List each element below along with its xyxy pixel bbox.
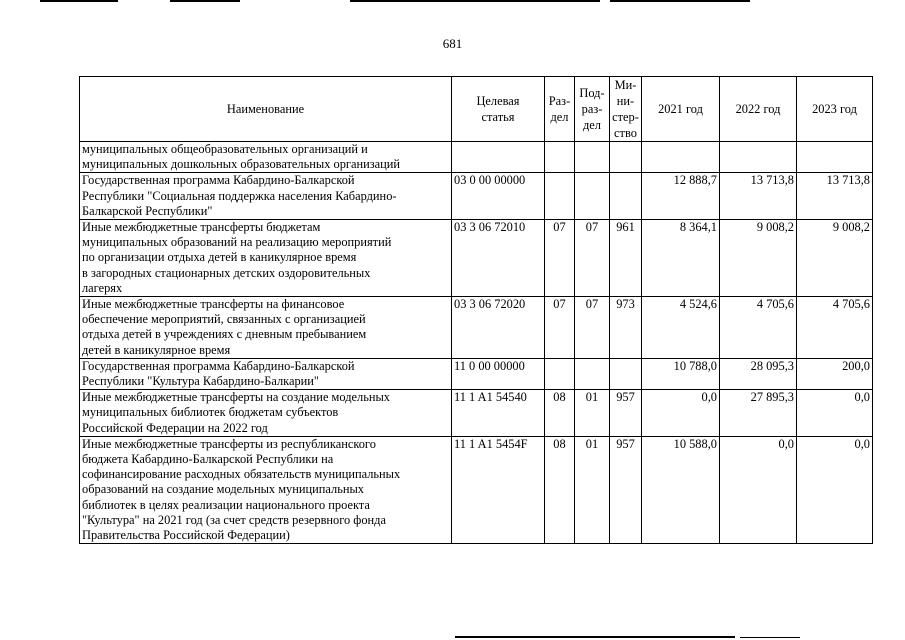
row-name: Иные межбюджетные трансферты из республиканского бюджета Кабардино-Балкарской Республики на софинансирование расходных обязательств муниципальных образований на создание модельных муниципальных библиотек в целях реализации национального проекта "Культура" на 2021 год (за счет средств резервного фонда Правительства Российской Федерации) xyxy=(80,436,452,543)
row-ministry xyxy=(610,173,642,220)
row-amount-2023: 0,0 xyxy=(797,390,873,437)
row-amount-2021 xyxy=(642,142,720,173)
row-amount-2023: 200,0 xyxy=(797,358,873,389)
header-subsection: Под- раз- дел xyxy=(575,77,610,142)
row-target-article: 11 1 A1 5454F xyxy=(452,436,545,543)
scan-line xyxy=(610,0,750,2)
row-amount-2022 xyxy=(720,142,797,173)
row-amount-2023: 13 713,8 xyxy=(797,173,873,220)
header-name: Наименование xyxy=(80,77,452,142)
table-row xyxy=(80,390,873,437)
row-amount-2023 xyxy=(797,142,873,173)
page-number: 681 xyxy=(442,36,463,51)
row-ministry: 961 xyxy=(610,220,642,297)
table-row xyxy=(80,142,873,173)
row-amount-2023: 0,0 xyxy=(797,436,873,543)
table-row xyxy=(80,173,873,220)
row-subsection: 01 xyxy=(575,436,610,543)
row-ministry xyxy=(610,142,642,173)
row-section: 07 xyxy=(545,297,575,359)
table-row xyxy=(80,436,873,543)
row-name: Иные межбюджетные трансферты на финансовое обеспечение мероприятий, связанных с организацией отдыха детей в учреждениях с дневным пребыванием детей в каникулярное время xyxy=(80,297,452,359)
row-name: муниципальных общеобразовательных организаций и муниципальных дошкольных образовательных организаций xyxy=(80,142,452,173)
row-subsection: 07 xyxy=(575,220,610,297)
row-name: Государственная программа Кабардино-Балкарской Республики "Культура Кабардино-Балкарии" xyxy=(80,358,452,389)
row-amount-2022: 13 713,8 xyxy=(720,173,797,220)
row-target-article xyxy=(452,142,545,173)
row-name: Государственная программа Кабардино-Балкарской Республики "Социальная поддержка населения Кабардино- Балкарской Республики" xyxy=(80,173,452,220)
row-subsection xyxy=(575,173,610,220)
table-row xyxy=(80,297,873,359)
table-header-row xyxy=(80,77,873,142)
row-amount-2022: 27 895,3 xyxy=(720,390,797,437)
row-amount-2022: 0,0 xyxy=(720,436,797,543)
row-amount-2021: 8 364,1 xyxy=(642,220,720,297)
header-ministry: Ми- ни- стер- ство xyxy=(610,77,642,142)
row-section xyxy=(545,142,575,173)
row-target-article: 03 3 06 72020 xyxy=(452,297,545,359)
row-subsection xyxy=(575,142,610,173)
budget-table xyxy=(79,76,873,544)
scan-line xyxy=(740,637,800,638)
row-name: Иные межбюджетные трансферты бюджетам муниципальных образований на реализацию мероприятий по организации отдыха детей в каникулярное время в загородных стационарных детских оздоровительных лагерях xyxy=(80,220,452,297)
row-section: 07 xyxy=(545,220,575,297)
table-row xyxy=(80,220,873,297)
row-ministry: 973 xyxy=(610,297,642,359)
table-row xyxy=(80,358,873,389)
row-subsection: 01 xyxy=(575,390,610,437)
row-target-article: 11 0 00 00000 xyxy=(452,358,545,389)
header-year-2023: 2023 год xyxy=(797,77,873,142)
row-amount-2022: 9 008,2 xyxy=(720,220,797,297)
row-subsection xyxy=(575,358,610,389)
row-section: 08 xyxy=(545,436,575,543)
header-section: Раз- дел xyxy=(545,77,575,142)
row-amount-2021: 10 788,0 xyxy=(642,358,720,389)
row-section xyxy=(545,173,575,220)
row-target-article: 03 0 00 00000 xyxy=(452,173,545,220)
scan-line xyxy=(350,0,600,2)
row-amount-2021: 4 524,6 xyxy=(642,297,720,359)
header-year-2022: 2022 год xyxy=(720,77,797,142)
row-subsection: 07 xyxy=(575,297,610,359)
row-target-article: 11 1 A1 54540 xyxy=(452,390,545,437)
row-ministry xyxy=(610,358,642,389)
row-section: 08 xyxy=(545,390,575,437)
scan-line xyxy=(170,0,240,2)
header-target-article: Целевая статья xyxy=(452,77,545,142)
row-amount-2021: 0,0 xyxy=(642,390,720,437)
row-amount-2023: 9 008,2 xyxy=(797,220,873,297)
row-section xyxy=(545,358,575,389)
row-amount-2022: 4 705,6 xyxy=(720,297,797,359)
row-ministry: 957 xyxy=(610,436,642,543)
row-amount-2023: 4 705,6 xyxy=(797,297,873,359)
row-target-article: 03 3 06 72010 xyxy=(452,220,545,297)
scan-line xyxy=(40,0,118,2)
row-ministry: 957 xyxy=(610,390,642,437)
row-name: Иные межбюджетные трансферты на создание модельных муниципальных библиотек бюджетам субъектов Российской Федерации на 2022 год xyxy=(80,390,452,437)
scan-line xyxy=(455,636,735,638)
row-amount-2021: 12 888,7 xyxy=(642,173,720,220)
row-amount-2021: 10 588,0 xyxy=(642,436,720,543)
header-year-2021: 2021 год xyxy=(642,77,720,142)
row-amount-2022: 28 095,3 xyxy=(720,358,797,389)
